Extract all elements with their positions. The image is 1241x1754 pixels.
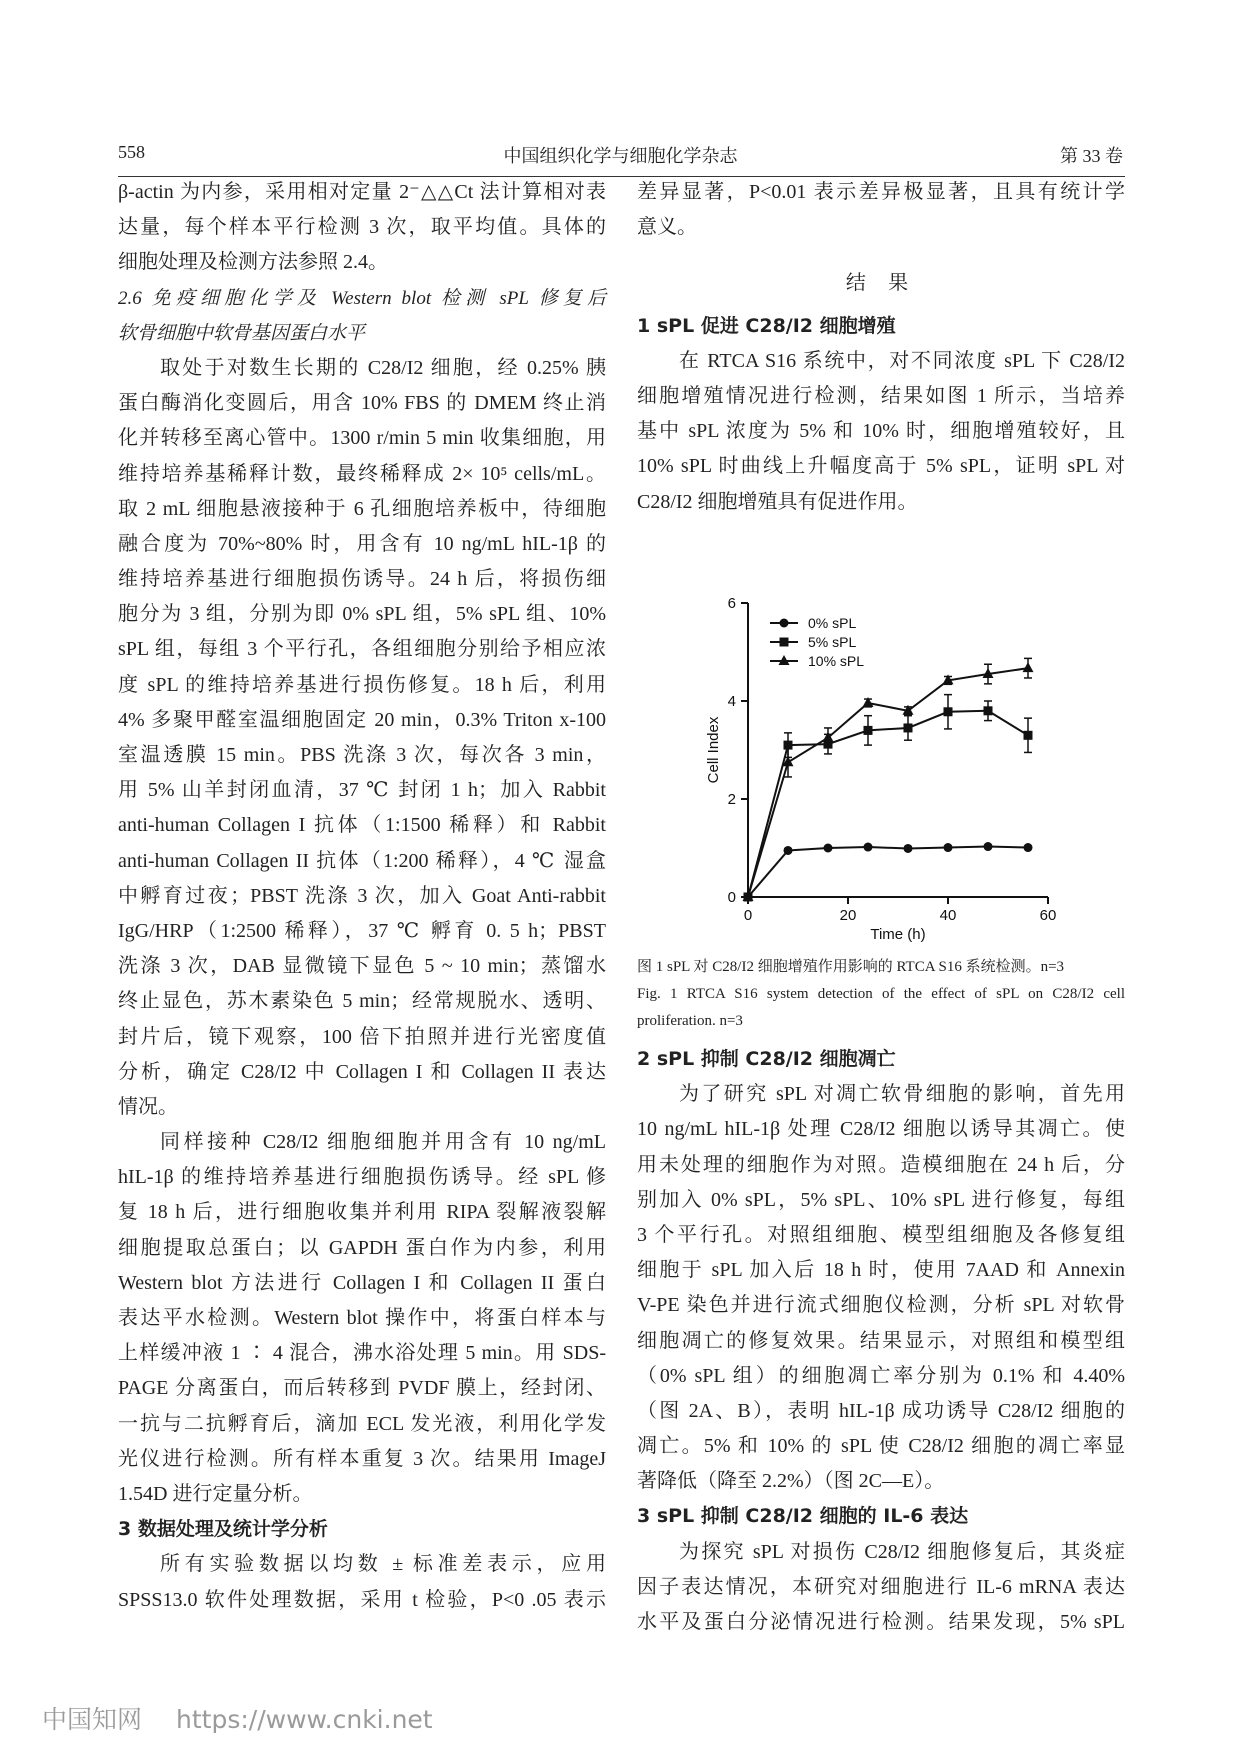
left-col-line: anti-human Collagen II 抗体（1:200 稀释），4 ℃ 湿盒 <box>118 849 606 872</box>
legend-label: 5% sPL <box>808 634 857 650</box>
left-col-line: 室温透膜 15 min。PBS 洗涤 3 次，每次各 3 min， <box>118 744 606 766</box>
figure-1-caption <box>637 954 1125 1035</box>
right-col-bottom-line: 为了研究 sPL 对凋亡软骨细胞的影响，首先用 <box>679 1083 1125 1106</box>
right-col-bottom-line: 细胞凋亡的修复效果。结果显示，对照组和模型组 <box>637 1329 1125 1352</box>
left-col-line: β-actin 为内参，采用相对定量 2⁻△△Ct 法计算相对表 <box>118 181 606 203</box>
left-col-line: 分析，确定 C28/I2 中 Collagen I 和 Collagen II 表达 <box>118 1060 606 1083</box>
x-tick-label: 0 <box>743 907 753 924</box>
left-col-line: IgG/HRP（1:2500 稀释），37 ℃ 孵育 0. 5 h；PBST <box>118 919 606 942</box>
left-col-line: 4% 多聚甲醛室温细胞固定 20 min，0.3% Triton x-100 <box>118 708 606 731</box>
right-col-top-line: 差异显著，P<0.01 表示差异极显著，且具有统计学 <box>637 181 1125 203</box>
left-col-line: 用 5% 山羊封闭血清，37 ℃ 封闭 1 h；加入 Rabbit <box>118 779 606 802</box>
data-point <box>904 844 913 853</box>
caption-line: Fig. 1 RTCA S16 system detection of the effect of sPL on C28/I2 cell <box>637 986 1125 1002</box>
left-col-line: 达量，每个样本平行检测 3 次，取平均值。具体的 <box>118 216 606 239</box>
right-col-bottom-line: （图 2A、B），表明 hIL-1β 成功诱导 C28/I2 细胞的 <box>637 1399 1125 1422</box>
y-tick-label: 6 <box>727 595 736 612</box>
x-tick-label: 60 <box>1039 907 1057 924</box>
left-col-line: 度 sPL 的维持培养基进行损伤修复。18 h 后，利用 <box>118 673 606 696</box>
left-col-line: PAGE 分离蛋白，而后转移到 PVDF 膜上，经封闭、 <box>118 1377 606 1400</box>
running-header-journal: 中国组织化学与细胞化学杂志 <box>503 146 738 166</box>
x-tick-label: 40 <box>939 907 957 924</box>
left-col-line: 2.6 免疫细胞化学及 Western blot 检测 sPL 修复后 <box>118 287 606 309</box>
data-point <box>944 843 953 852</box>
right-col-top-line: 10% sPL 时曲线上升幅度高于 5% sPL，证明 sPL 对 <box>637 455 1125 478</box>
left-col-line: 封片后，镜下观察，100 倍下拍照并进行光密度值 <box>118 1025 606 1048</box>
left-column <box>118 175 606 1618</box>
left-col-line: 蛋白酶消化变圆后，用含 10% FBS 的 DMEM 终止消 <box>118 392 606 415</box>
cnki-watermark <box>42 1700 433 1736</box>
left-col-line: 上样缓冲液 1 ∶ 4 混合，沸水浴处理 5 min。用 SDS- <box>118 1342 606 1365</box>
left-col-line: 融合度为 70%~80% 时，用含有 10 ng/mL hIL-1β 的 <box>118 532 606 555</box>
left-col-line: sPL 组，每组 3 个平行孔，各组细胞分别给予相应浓 <box>118 638 606 661</box>
left-col-line: 一抗与二抗孵育后，滴加 ECL 发光液，利用化学发 <box>118 1412 606 1435</box>
left-col-line: Western blot 方法进行 Collagen I 和 Collagen II 蛋白 <box>118 1271 606 1294</box>
left-col-line: 光仪进行检测。所有样本重复 3 次。结果用 ImageJ <box>118 1447 606 1470</box>
left-col-line: 情况。 <box>118 1095 178 1118</box>
left-col-line: 同样接种 C28/I2 细胞细胞并用含有 10 ng/mL <box>160 1131 606 1154</box>
left-col-line: 中孵育过夜；PBST 洗涤 3 次，加入 Goat Anti-rabbit <box>118 884 606 907</box>
left-col-line: hIL-1β 的维持培养基进行细胞损伤诱导。经 sPL 修 <box>118 1166 606 1189</box>
data-point <box>864 843 873 852</box>
right-col-bottom-line: （0% sPL 组）的细胞凋亡率分别为 0.1% 和 4.40% <box>637 1364 1125 1387</box>
data-point <box>984 706 993 715</box>
legend-marker <box>780 619 789 628</box>
left-col-line: SPSS13.0 软件处理数据，采用 t 检验，P<0 .05 表示 <box>118 1588 606 1611</box>
data-point <box>824 844 833 853</box>
legend-label: 10% sPL <box>808 653 865 669</box>
right-col-top-line: 细胞增殖情况进行检测，结果如图 1 所示，当培养 <box>637 384 1125 407</box>
data-point <box>984 842 993 851</box>
right-col-bottom-line: 著降低（降至 2.2%）（图 2C—E）。 <box>637 1470 945 1493</box>
series-line-1 <box>748 711 1028 897</box>
left-col-line: 软骨细胞中软骨基因蛋白水平 <box>118 322 366 344</box>
figure-1-chart <box>672 550 1092 945</box>
legend-label: 0% sPL <box>808 615 857 631</box>
y-axis-label: Cell Index <box>705 716 722 784</box>
left-col-line: 3 数据处理及统计学分析 <box>118 1518 328 1541</box>
right-col-bottom-line: 3 个平行孔。对照组细胞、模型组细胞及各修复组 <box>637 1223 1125 1246</box>
data-point <box>864 726 873 735</box>
left-col-line: 取处于对数生长期的 C28/I2 细胞，经 0.25% 胰 <box>160 356 606 379</box>
left-col-line: 细胞处理及检测方法参照 2.4。 <box>118 251 388 274</box>
left-col-line: 细胞提取总蛋白；以 GAPDH 蛋白作为内参，利用 <box>118 1236 606 1259</box>
left-col-line: 终止显色，苏木素染色 5 min；经常规脱水、透明、 <box>118 990 606 1013</box>
y-tick-label: 2 <box>727 791 736 808</box>
left-col-line: 胞分为 3 组，分别为即 0% sPL 组，5% sPL 组、10% <box>118 603 606 626</box>
x-tick-label: 20 <box>839 907 857 924</box>
page-number: 558 <box>118 142 145 162</box>
right-col-bottom-line: 2 sPL 抑制 C28/I2 细胞凋亡 <box>637 1048 896 1070</box>
data-point <box>1024 731 1033 740</box>
right-column-top <box>637 175 1125 520</box>
right-col-bottom-line: 细胞于 sPL 加入后 18 h 时，使用 7AAD 和 Annexin <box>637 1259 1125 1282</box>
right-col-top-line: 在 RTCA S16 系统中，对不同浓度 sPL 下 C28/I2 <box>679 349 1125 372</box>
right-col-bottom-line: 水平及蛋白分泌情况进行检测。结果发现，5% sPL <box>637 1611 1125 1633</box>
left-col-line: 取 2 mL 细胞悬液接种于 6 孔细胞培养板中，待细胞 <box>118 497 606 520</box>
right-col-bottom-line: 用未处理的细胞作为对照。造模细胞在 24 h 后，分 <box>637 1153 1125 1176</box>
y-tick-label: 4 <box>727 693 736 710</box>
data-point <box>1024 843 1033 852</box>
caption-line: proliferation. n=3 <box>637 1013 743 1029</box>
left-col-line: 维持培养基稀释计数，最终稀释成 2× 10⁵ cells/mL。 <box>118 462 606 485</box>
right-col-bottom-line: 别加入 0% sPL，5% sPL、10% sPL 进行修复，每组 <box>637 1188 1125 1211</box>
series-line-2 <box>748 668 1028 897</box>
left-col-line: 洗涤 3 次，DAB 显微镜下显色 5 ~ 10 min；蒸馏水 <box>118 955 606 978</box>
data-point <box>1023 662 1034 672</box>
right-col-bottom-line: 为探究 sPL 对损伤 C28/I2 细胞修复后，其炎症 <box>679 1540 1125 1563</box>
watermark-url: https://www.cnki.net <box>176 1705 433 1734</box>
chart-svg <box>672 550 1092 945</box>
right-col-bottom-line: 10 ng/mL hIL-1β 处理 C28/I2 细胞以诱导其凋亡。使 <box>637 1118 1125 1141</box>
data-point <box>784 846 793 855</box>
left-col-line: 所有实验数据以均数 ± 标准差表示，应用 <box>160 1553 606 1576</box>
left-col-line: 1.54D 进行定量分析。 <box>118 1482 313 1505</box>
caption-line: 图 1 sPL 对 C28/I2 细胞增殖作用影响的 RTCA S16 系统检测。n=3 <box>637 959 1065 975</box>
right-col-bottom-line: 凋亡。5% 和 10% 的 sPL 使 C28/I2 细胞的凋亡率显 <box>637 1435 1125 1458</box>
running-header-volume: 第 33 卷 <box>1060 146 1123 166</box>
right-column-bottom <box>637 1042 1125 1640</box>
right-col-top-line: 1 sPL 促进 C28/I2 细胞增殖 <box>637 314 896 337</box>
right-col-bottom-line: V-PE 染色并进行流式细胞仪检测，分析 sPL 对软骨 <box>637 1294 1125 1317</box>
y-tick-label: 0 <box>727 889 736 906</box>
left-col-line: 复 18 h 后，进行细胞收集并利用 RIPA 裂解液裂解 <box>118 1201 606 1224</box>
left-col-line: 表达平水检测。Western blot 操作中，将蛋白样本与 <box>118 1307 606 1329</box>
right-col-bottom-line: 因子表达情况，本研究对细胞进行 IL-6 mRNA 表达 <box>637 1575 1125 1598</box>
legend-marker <box>780 638 789 647</box>
left-col-line: 化并转移至离心管中。1300 r/min 5 min 收集细胞，用 <box>118 427 606 450</box>
right-col-top-line: C28/I2 细胞增殖具有促进作用。 <box>637 490 918 513</box>
x-axis-label: Time (h) <box>870 926 926 943</box>
left-col-line: anti-human Collagen I 抗体（1:1500 稀释）和 Rabbit <box>118 814 606 837</box>
watermark-brand: 中国知网 <box>42 1705 143 1734</box>
right-col-bottom-line: 3 sPL 抑制 C28/I2 细胞的 IL-6 表达 <box>637 1505 969 1528</box>
right-col-top-line: 结 果 <box>845 270 917 295</box>
right-col-top-line: 意义。 <box>637 216 697 239</box>
right-col-top-line: 基中 sPL 浓度为 5% 和 10% 时，细胞增殖较好，且 <box>637 420 1125 443</box>
left-col-line: 维持培养基进行细胞损伤诱导。24 h 后，将损伤细 <box>118 568 606 591</box>
data-point <box>904 723 913 732</box>
data-point <box>944 707 953 716</box>
